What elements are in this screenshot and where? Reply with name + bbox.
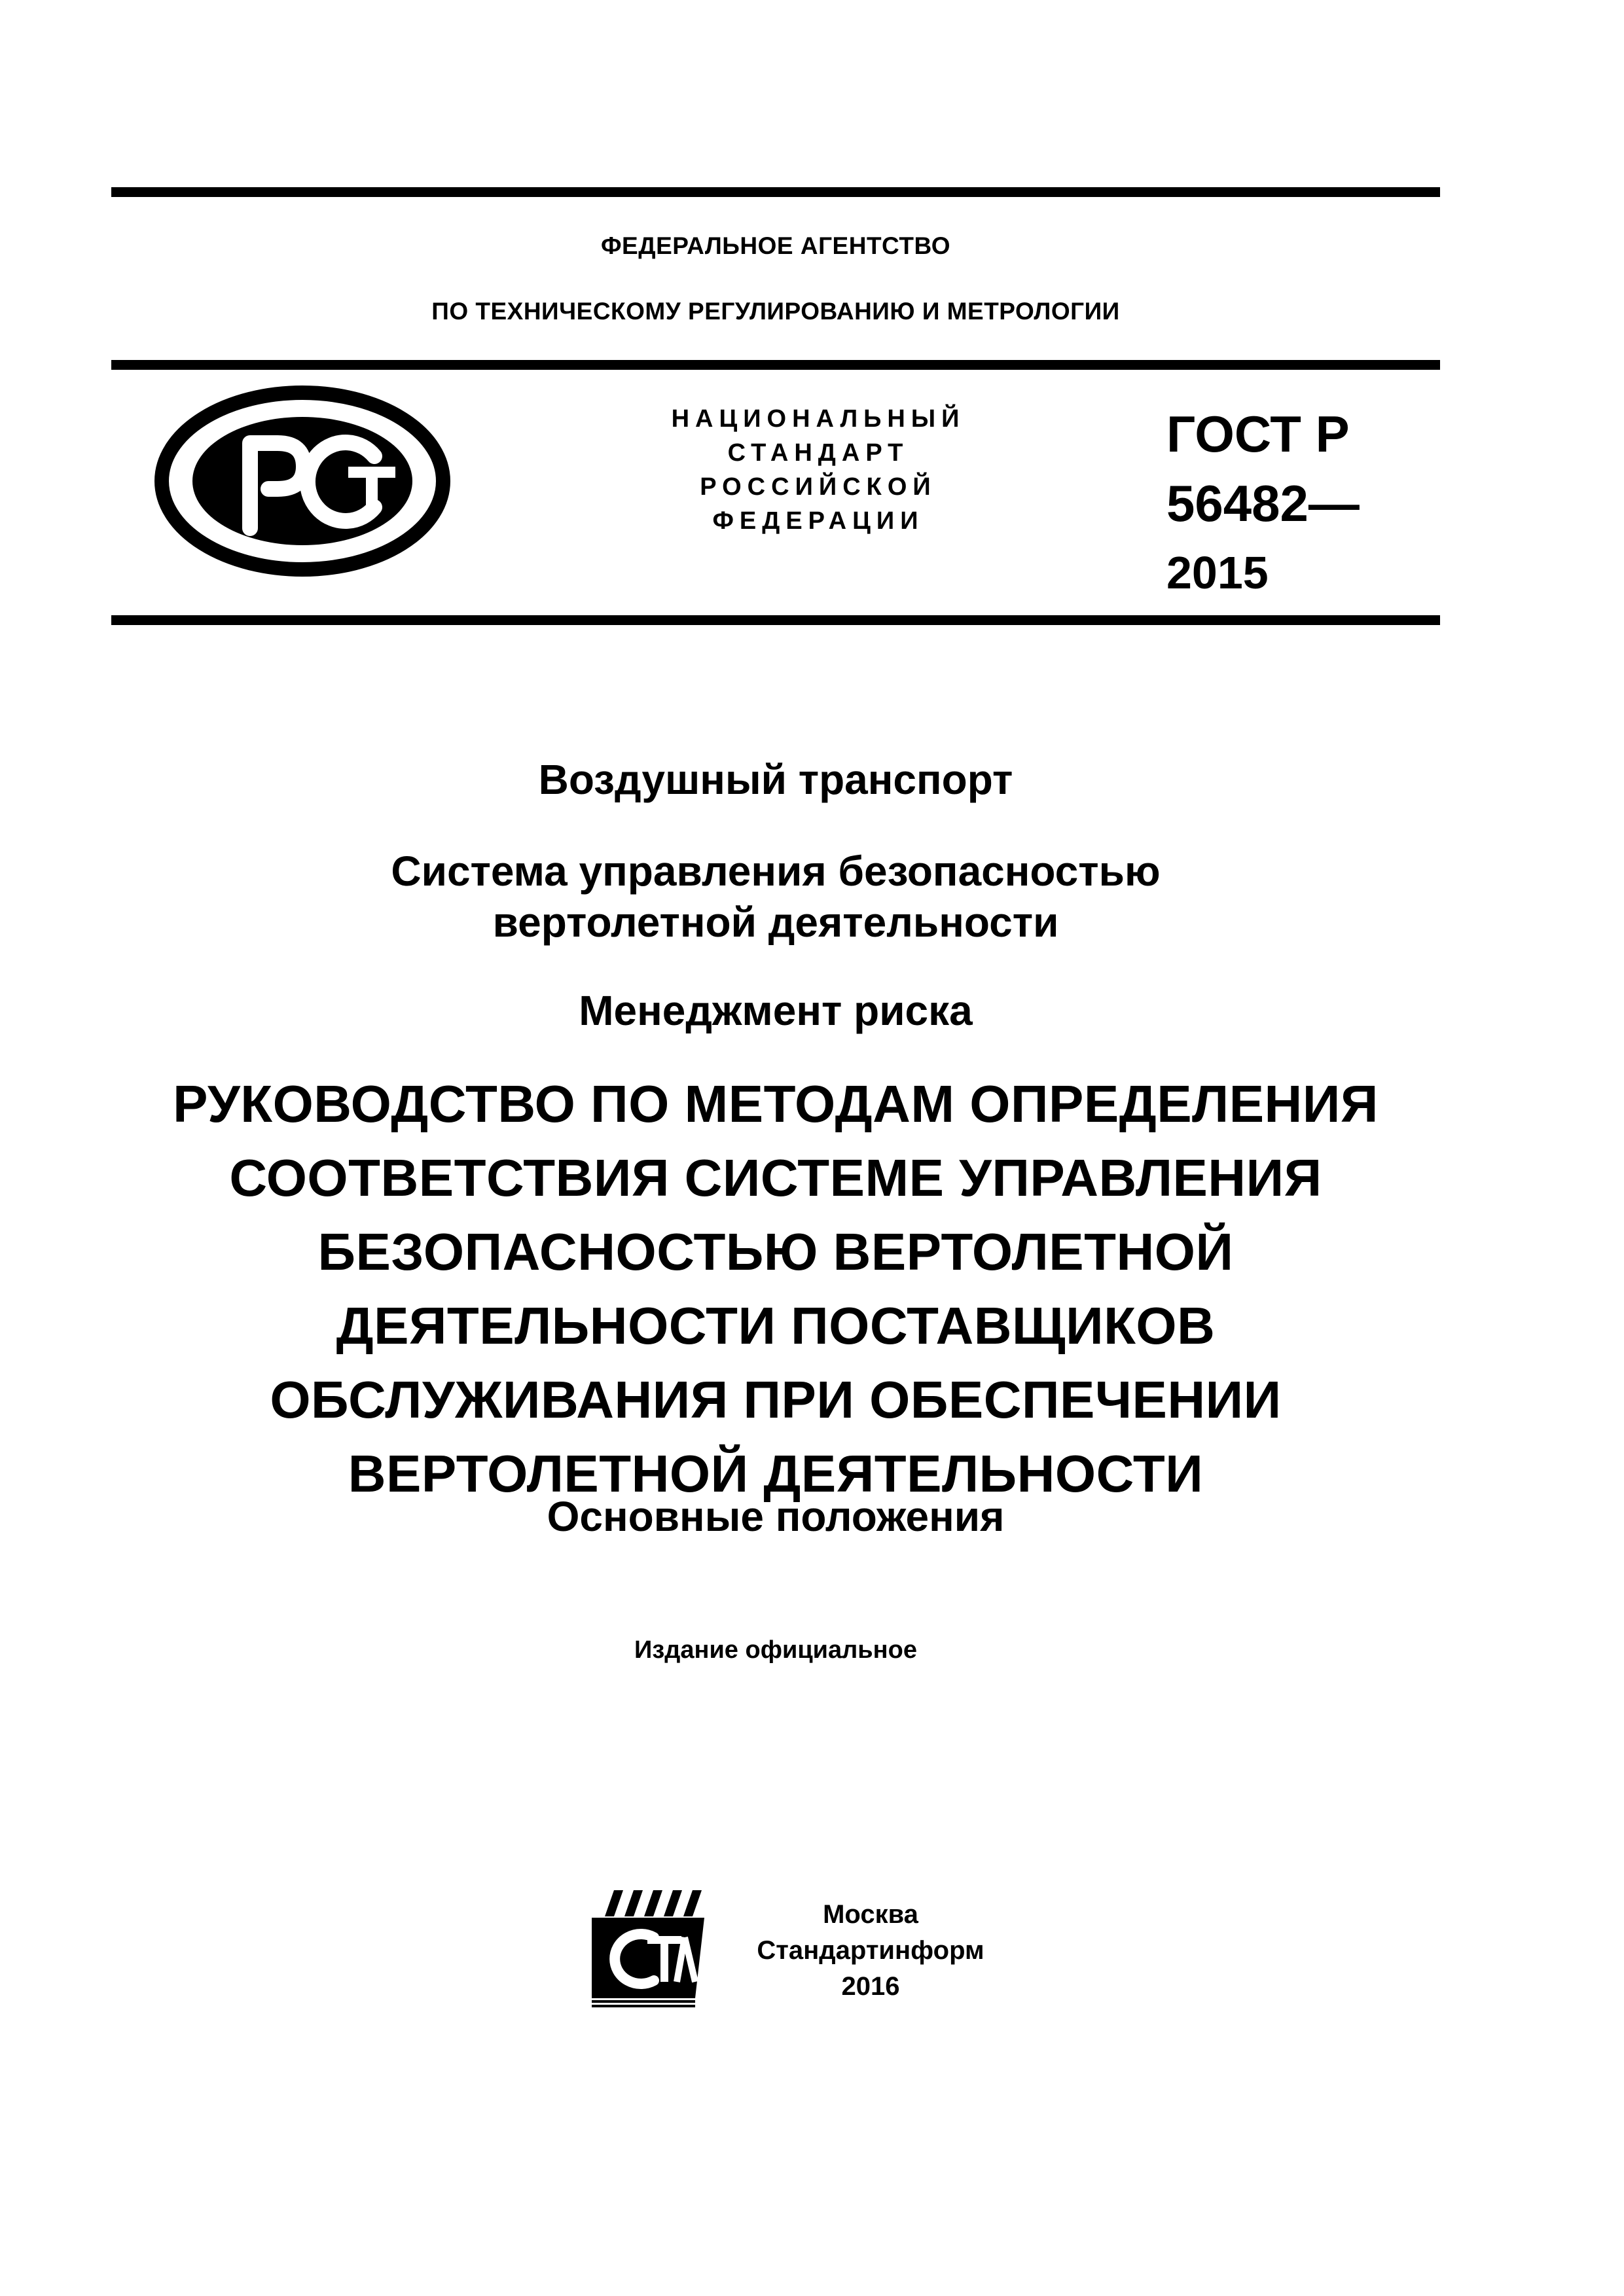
national-standard-line-3: РОССИЙСКОЙ [700, 473, 937, 501]
rst-certification-mark-icon [152, 383, 453, 583]
header-rule [111, 360, 1440, 370]
edition-label: Издание официальное [634, 1636, 917, 1664]
subtitle-basic-provisions: Основные положения [547, 1493, 1005, 1540]
main-title-line-1: РУКОВОДСТВО ПО МЕТОДАМ ОПРЕДЕЛЕНИЯ [173, 1075, 1379, 1133]
main-title [98, 1067, 1453, 1511]
agency-name-line-2: ПО ТЕХНИЧЕСКОМУ РЕГУЛИРОВАНИЮ И МЕТРОЛОГИИ [431, 298, 1120, 325]
national-standard-line-1: НАЦИОНАЛЬНЫЙ [671, 405, 965, 433]
top-rule [111, 187, 1440, 197]
publisher-year: 2016 [841, 1972, 900, 2001]
title-line-safety-system [98, 846, 1453, 948]
main-title-line-4: ДЕЯТЕЛЬНОСТИ ПОСТАВЩИКОВ [336, 1297, 1216, 1355]
title-safety-system-part-2: вертолетной деятельности [492, 899, 1059, 946]
publisher-city: Москва [823, 1900, 918, 1929]
standartinform-logo-icon [585, 1890, 710, 2011]
designation-year: 2015 [1166, 547, 1269, 598]
national-standard-line-4: ФЕДЕРАЦИИ [712, 507, 924, 535]
main-title-line-5: ОБСЛУЖИВАНИЯ ПРИ ОБЕСПЕЧЕНИИ [270, 1371, 1282, 1429]
title-safety-system-part-1: Система управления безопасностью [391, 848, 1161, 895]
main-title-line-3: БЕЗОПАСНОСТЬЮ ВЕРТОЛЕТНОЙ [317, 1223, 1234, 1281]
designation-line-2: 56482— [1166, 475, 1360, 532]
publisher-name: Стандартинформ [757, 1936, 984, 1965]
designation-line-1: ГОСТ Р [1166, 405, 1350, 463]
publisher-info [720, 1897, 1021, 2005]
national-standard-line-2: СТАНДАРТ [727, 439, 909, 467]
agency-name-line-1: ФЕДЕРАЛЬНОЕ АГЕНТСТВО [600, 232, 951, 259]
national-standard-label [589, 402, 1047, 538]
main-title-line-6: ВЕРТОЛЕТНОЙ ДЕЯТЕЛЬНОСТИ [348, 1444, 1204, 1503]
standard-designation [1166, 399, 1360, 607]
title-line-air-transport: Воздушный транспорт [538, 756, 1013, 803]
main-title-line-2: СООТВЕТСТВИЯ СИСТЕМЕ УПРАВЛЕНИЯ [229, 1149, 1322, 1207]
title-line-risk-management: Менеджмент риска [579, 987, 973, 1034]
title-block-rule [111, 615, 1440, 625]
